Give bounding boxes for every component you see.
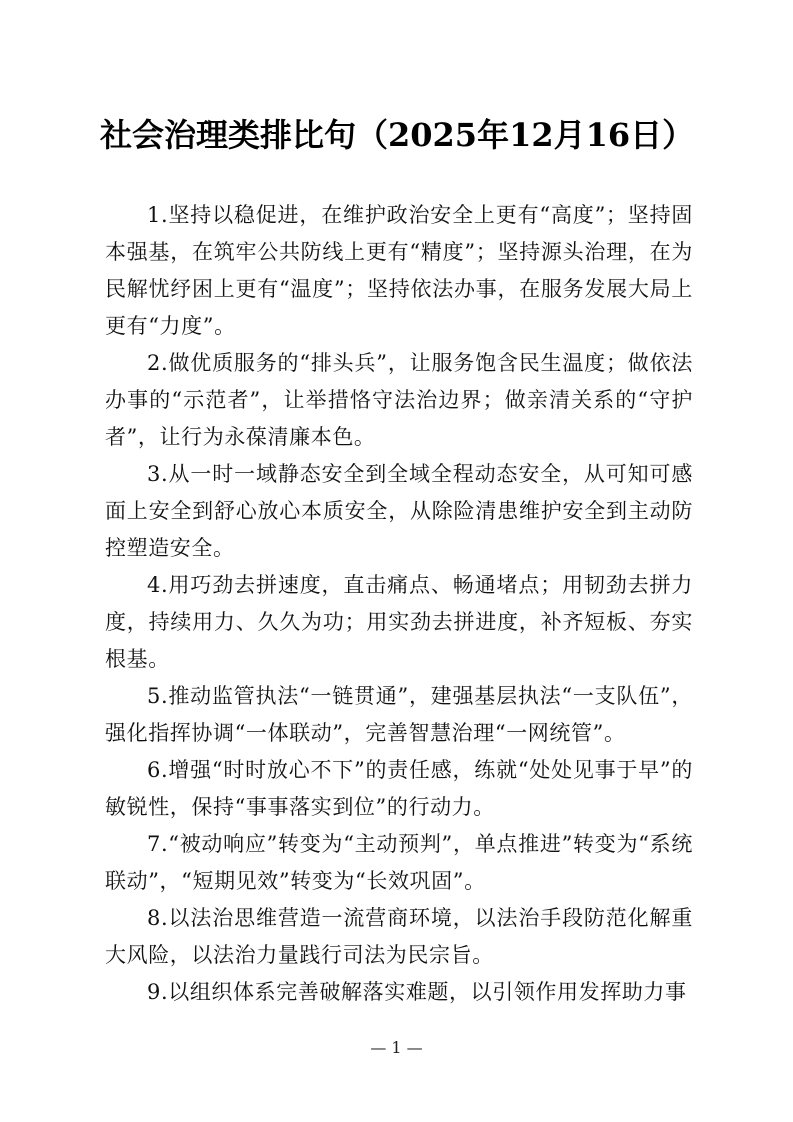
- document-title: 社会治理类排比句（2025年12月16日）: [100, 116, 695, 154]
- paragraph-1: 1.坚持以稳促进，在维护政治安全上更有“高度”；坚持固本强基，在筑牢公共防线上更有“精度”；坚持源头治理，在为民解忧纾困上更有“温度”；坚持依法办事，在服务发展大局上更有“力度”。: [105, 203, 693, 338]
- paragraph-4: 4.用巧劲去拼速度，直击痛点、畅通堵点；用韧劲去拼力度，持续用力、久久为功；用实劲去拼进度，补齐短板、夯实根基。: [105, 573, 693, 671]
- paragraph-9: 9.以组织体系完善破解落实难题，以引领作用发挥助力事: [147, 980, 687, 1004]
- paragraph-8: 8.以法治思维营造一流营商环境，以法治手段防范化解重大风险，以法治力量践行司法为民宗旨。: [105, 906, 693, 967]
- paragraph-7: 7.“被动响应”转变为“主动预判”，单点推进”转变为“系统联动”，“短期见效”转变为“长效巩固”。: [105, 832, 693, 893]
- page-number: — 1 —: [370, 1038, 423, 1057]
- paragraph-6: 6.增强“时时放心不下”的责任感，练就“处处见事于早”的敏锐性，保持“事事落实到位”的行动力。: [105, 758, 693, 819]
- document-body: [105, 197, 693, 1011]
- paragraph-2: 2.做优质服务的“排头兵”，让服务饱含民生温度；做依法办事的“示范者”，让举措恪守法治边界；做亲清关系的“守护者”，让行为永葆清廉本色。: [105, 351, 693, 449]
- paragraph-3: 3.从一时一域静态安全到全域全程动态安全，从可知可感面上安全到舒心放心本质安全，从除险清患维护安全到主动防控塑造安全。: [105, 462, 693, 560]
- paragraph-5: 5.推动监管执法“一链贯通”，建强基层执法“一支队伍”，强化指挥协调“一体联动”，完善智慧治理“一网统管”。: [105, 684, 693, 745]
